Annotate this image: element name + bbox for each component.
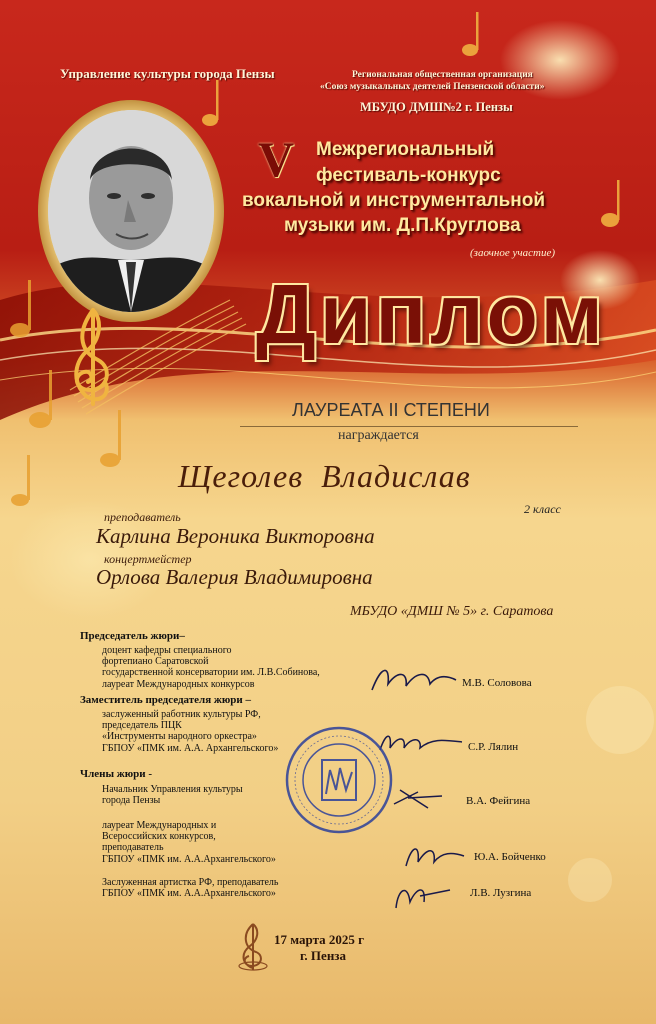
- jury-vice-description: [102, 709, 278, 754]
- jury-chair-line: фортепиано Саратовской: [102, 656, 209, 668]
- diploma-date: 17 марта 2025 г: [274, 932, 365, 947]
- jury-member-name: В.А. Фейгина: [466, 795, 531, 807]
- jury-chair-name: М.В. Соловова: [462, 677, 532, 689]
- jury-vice-line: ГБПОУ «ПМК им. А.А. Архангельского»: [102, 742, 279, 754]
- organizer-right-line2: «Союз музыкальных деятелей Пензенской области»: [320, 82, 545, 92]
- recipient-school: МБУДО «ДМШ № 5» г. Саратова: [350, 604, 554, 619]
- jury-member-description: [102, 784, 243, 806]
- jury-member-line: Начальник Управления культуры: [102, 784, 243, 795]
- diploma-city: г. Пенза: [300, 948, 347, 963]
- jury-chair-line: доцент кафедры специального: [102, 645, 232, 656]
- jury-member-line: Заслуженная артистка РФ, преподаватель: [102, 877, 279, 888]
- jury-member-description: [102, 877, 278, 899]
- jury-chair-description: [102, 645, 320, 690]
- organizer-right-line1: Региональная общественная организация: [352, 70, 533, 80]
- teacher-label: преподаватель: [104, 510, 181, 524]
- jury-vice-line: заслуженный работник культуры РФ,: [102, 709, 261, 720]
- jury-vice-line: «Инструменты народного оркестра»: [102, 731, 257, 743]
- signature-member-3: [392, 878, 458, 912]
- jury-member-description: [102, 820, 276, 865]
- recipient-name: Щеголев Владислав: [178, 458, 471, 494]
- jury-member-name: Ю.А. Бойченко: [474, 851, 546, 863]
- jury-member-line: ГБПОУ «ПМК им. А.А.Архангельского»: [102, 853, 276, 865]
- festival-title-line3: вокальной и инструментальной: [242, 190, 546, 211]
- jury-member-line: преподаватель: [102, 842, 164, 854]
- jury-chair-role: Председатель жюри–: [80, 630, 185, 642]
- festival-title-line2: фестиваль-конкурс: [316, 165, 501, 186]
- signature-member-1: [388, 784, 448, 814]
- portrait-photo: [48, 110, 214, 312]
- treble-clef-icon: [58, 300, 128, 410]
- recipient-grade: 2 класс: [524, 502, 561, 516]
- signature-member-2: [402, 838, 468, 872]
- jury-member-line: города Пензы: [102, 795, 161, 807]
- jury-members-role: Члены жюри -: [80, 768, 153, 780]
- accompanist-label: концертмейстер: [104, 552, 192, 566]
- participation-type: (заочное участие): [470, 247, 556, 259]
- jury-chair-line: государственной консерватории им. Л.В.Собинова,: [102, 667, 320, 679]
- clef-logo-icon: [236, 920, 270, 972]
- official-seal: [284, 724, 394, 836]
- jury-member-line: ГБПОУ «ПМК им. А.А.Архангельского»: [102, 888, 276, 900]
- festival-title-line1: Межрегиональный: [316, 139, 495, 160]
- award-degree: ЛАУРЕАТА II СТЕПЕНИ: [292, 400, 490, 420]
- divider: [240, 426, 578, 427]
- festival-number: V: [258, 131, 295, 187]
- teacher-name: Карлина Вероника Викторовна: [96, 524, 375, 548]
- jury-vice-name: С.Р. Лялин: [468, 741, 519, 753]
- signature-chair: [368, 660, 460, 698]
- jury-member-name: Л.В. Лузгина: [470, 887, 532, 899]
- organizer-school: МБУДО ДМШ№2 г. Пензы: [360, 100, 513, 114]
- festival-title-line4: музыки им. Д.П.Круглова: [284, 215, 521, 236]
- jury-vice-role: Заместитель председателя жюри –: [80, 694, 251, 706]
- jury-chair-line: лауреат Международных конкурсов: [102, 678, 255, 690]
- organizer-left: Управление культуры города Пензы: [60, 66, 275, 81]
- jury-member-line: лауреат Международных и: [102, 820, 217, 831]
- jury-member-line: Всероссийских конкурсов,: [102, 831, 216, 843]
- accompanist-name: Орлова Валерия Владимировна: [96, 565, 373, 589]
- diploma-title: Диплом: [256, 267, 607, 361]
- jury-vice-line: председатель ПЦК: [102, 720, 182, 732]
- awarded-label: награждается: [338, 428, 419, 443]
